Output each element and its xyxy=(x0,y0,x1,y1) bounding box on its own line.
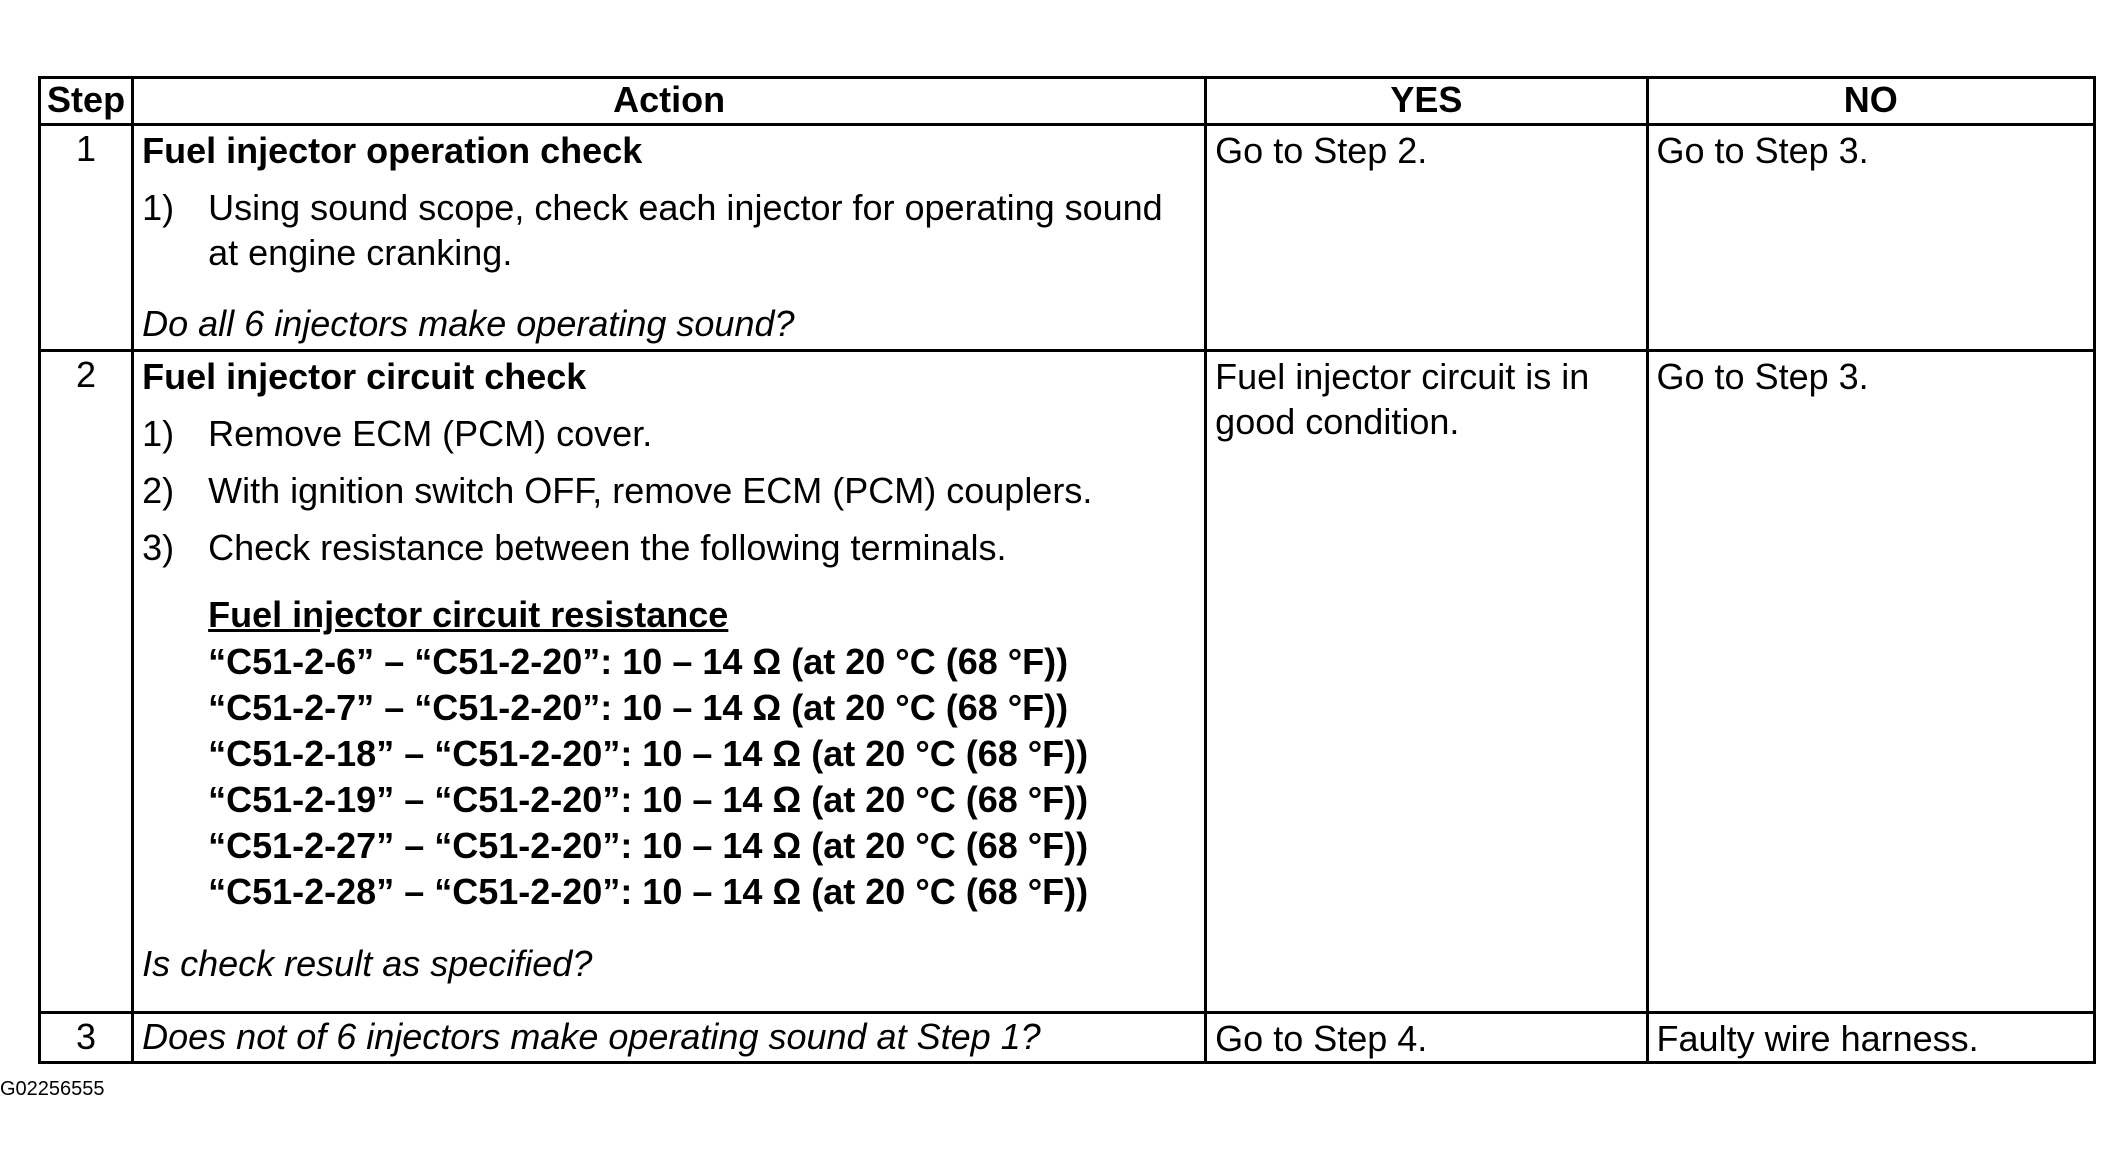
action-item xyxy=(142,185,1196,275)
step-number: 3 xyxy=(40,1013,133,1063)
header-action: Action xyxy=(133,78,1206,125)
action-item-number: 1) xyxy=(142,187,175,228)
spec-title: Fuel injector circuit resistance xyxy=(208,594,729,635)
no-cell xyxy=(1647,1013,2094,1063)
no-cell xyxy=(1647,125,2094,351)
action-question: Do all 6 injectors make operating sound? xyxy=(142,303,795,344)
table-row-step-3 xyxy=(40,1013,2095,1063)
yes-text: Go to Step 2. xyxy=(1215,130,1428,171)
action-item-number: 3) xyxy=(142,527,175,568)
action-item xyxy=(142,411,1196,456)
action-title: Fuel injector circuit check xyxy=(142,356,587,397)
yes-text: Go to Step 4. xyxy=(1215,1018,1428,1059)
resistance-spec xyxy=(208,592,1196,915)
no-cell xyxy=(1647,351,2094,1013)
step-number: 2 xyxy=(40,351,133,1013)
no-text: Go to Step 3. xyxy=(1656,356,1869,397)
header-no: NO xyxy=(1647,78,2094,125)
figure-code: G02256555 xyxy=(0,1078,105,1100)
action-question: Does not of 6 injectors make operating sound at Step 1? xyxy=(142,1016,1041,1057)
yes-cell xyxy=(1206,125,1647,351)
yes-cell xyxy=(1206,1013,1647,1063)
action-item-number: 1) xyxy=(142,413,175,454)
header-step: Step xyxy=(40,78,133,125)
action-item-number: 2) xyxy=(142,470,175,511)
action-item xyxy=(142,468,1196,513)
table-row-step-2 xyxy=(40,351,2095,1013)
spec-line: “C51-2-7” – “C51-2-20”: 10 – 14 Ω (at 20 °C (68 °F)) xyxy=(208,687,1069,728)
action-cell xyxy=(133,125,1206,351)
diagnostic-table xyxy=(38,76,2096,1064)
yes-cell xyxy=(1206,351,1647,1013)
spec-line: “C51-2-19” – “C51-2-20”: 10 – 14 Ω (at 20 °C (68 °F)) xyxy=(208,779,1089,820)
action-item-text: With ignition switch OFF, remove ECM (PCM) couplers. xyxy=(208,470,1093,511)
action-cell xyxy=(133,1013,1206,1063)
action-question: Is check result as specified? xyxy=(142,943,593,984)
spec-line: “C51-2-28” – “C51-2-20”: 10 – 14 Ω (at 20 °C (68 °F)) xyxy=(208,871,1089,912)
spec-line: “C51-2-6” – “C51-2-20”: 10 – 14 Ω (at 20 °C (68 °F)) xyxy=(208,641,1069,682)
no-text: Faulty wire harness. xyxy=(1656,1018,1979,1059)
action-item-text: Check resistance between the following terminals. xyxy=(208,527,1007,568)
action-item-text: Remove ECM (PCM) cover. xyxy=(208,413,653,454)
action-title: Fuel injector operation check xyxy=(142,130,643,171)
table-header-row xyxy=(40,78,2095,125)
action-cell xyxy=(133,351,1206,1013)
spec-line: “C51-2-27” – “C51-2-20”: 10 – 14 Ω (at 20 °C (68 °F)) xyxy=(208,825,1089,866)
spec-line: “C51-2-18” – “C51-2-20”: 10 – 14 Ω (at 20 °C (68 °F)) xyxy=(208,733,1089,774)
yes-text: Fuel injector circuit is in good condition. xyxy=(1215,356,1590,442)
action-item xyxy=(142,525,1196,570)
action-item-text: Using sound scope, check each injector for operating sound at engine cranking. xyxy=(208,187,1163,273)
no-text: Go to Step 3. xyxy=(1656,130,1869,171)
step-number: 1 xyxy=(40,125,133,351)
table-row-step-1 xyxy=(40,125,2095,351)
header-yes: YES xyxy=(1206,78,1647,125)
